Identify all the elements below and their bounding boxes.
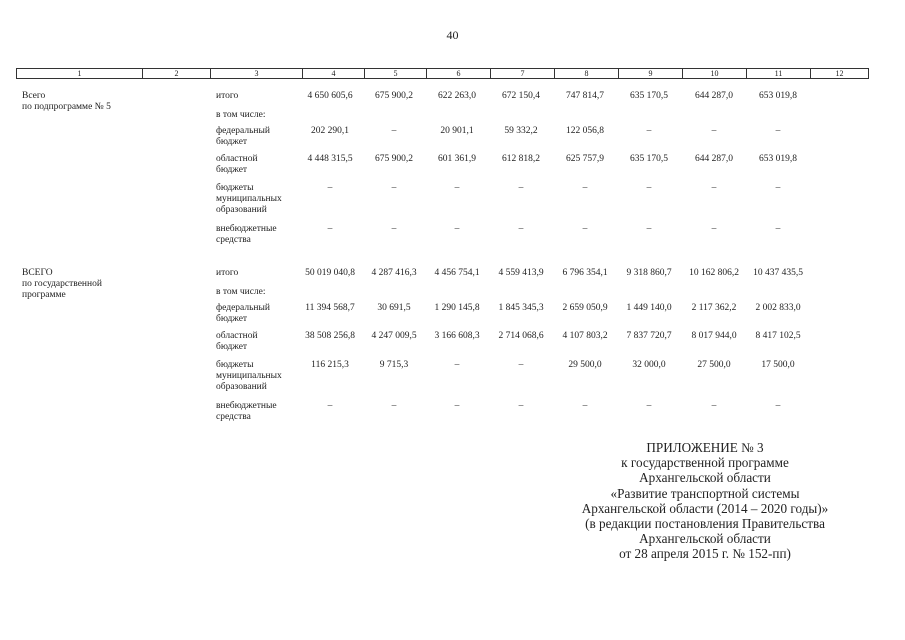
value-cell: 2 117 362,2 [691,303,737,313]
value-cell: 4 107 803,2 [562,331,608,341]
value-cell: 59 332,2 [504,126,538,136]
column-number-2: 2 [143,69,211,79]
column-number-12: 12 [811,69,869,79]
value-cell: 4 448 315,5 [307,154,353,164]
value-cell: 20 901,1 [440,126,474,136]
row-label: в том числе: [216,287,266,297]
value-cell: 27 500,0 [697,360,731,370]
value-cell: – [454,360,460,370]
value-cell: 38 508 256,8 [305,331,355,341]
value-cell: 116 215,3 [311,360,349,370]
row-label: внебюджетные средства [216,401,277,422]
appendix-line: от 28 апреля 2015 г. № 152-пп) [619,546,791,562]
value-cell: 7 837 720,7 [626,331,672,341]
row-label: внебюджетные средства [216,224,277,245]
value-cell: 1 449 140,0 [626,303,672,313]
value-cell: 675 900,2 [375,154,413,164]
value-cell: – [391,401,397,411]
value-cell: – [711,401,717,411]
page-number: 40 [446,28,459,42]
value-cell: 4 247 009,5 [371,331,417,341]
value-cell: 2 714 068,6 [498,331,544,341]
value-cell: 2 659 050,9 [562,303,608,313]
value-cell: 9 318 860,7 [626,268,672,278]
column-number-1: 1 [17,69,143,79]
value-cell: – [582,401,588,411]
value-cell: – [327,224,333,234]
value-cell: 8 417 102,5 [755,331,801,341]
row-label: итого [216,91,239,101]
value-cell: 30 691,5 [377,303,411,313]
value-cell: 17 500,0 [761,360,795,370]
appendix-line: «Развитие транспортной системы [610,485,800,501]
column-number-11: 11 [747,69,811,79]
column-number-10: 10 [683,69,747,79]
column-number-7: 7 [491,69,555,79]
value-cell: – [775,224,781,234]
value-cell: 2 002 833,0 [755,303,801,313]
value-cell: – [775,126,781,136]
value-cell: 50 019 040,8 [305,268,355,278]
row-label: областной бюджет [216,331,258,352]
row-label: федеральный бюджет [216,303,270,324]
value-cell: 8 017 944,0 [691,331,737,341]
section-title: Всего по подпрограмме № 5 [22,91,111,112]
value-cell: 4 456 754,1 [434,268,480,278]
value-cell: 625 757,9 [566,154,604,164]
column-number-3: 3 [211,69,303,79]
value-cell: 601 361,9 [438,154,476,164]
value-cell: 4 559 413,9 [498,268,544,278]
value-cell: 9 715,3 [379,360,409,370]
value-cell: – [775,401,781,411]
appendix-line: к государственной программе [621,455,789,471]
appendix-line: (в редакции постановления Правительства [585,516,825,532]
value-cell: 4 650 605,6 [307,91,353,101]
section-title: ВСЕГО по государственной программе [22,268,102,300]
value-cell: – [775,183,781,193]
value-cell: – [327,183,333,193]
value-cell: – [711,224,717,234]
value-cell: – [711,183,717,193]
row-label: в том числе: [216,110,266,120]
value-cell: 747 814,7 [566,91,604,101]
row-label: федеральный бюджет [216,126,270,147]
value-cell: – [646,126,652,136]
value-cell: 653 019,8 [759,91,797,101]
value-cell: 10 437 435,5 [753,268,803,278]
value-cell: 29 500,0 [568,360,602,370]
value-cell: 3 166 608,3 [434,331,480,341]
value-cell: 4 287 416,3 [371,268,417,278]
value-cell: 635 170,5 [630,91,668,101]
value-cell: 1 845 345,3 [498,303,544,313]
column-number-9: 9 [619,69,683,79]
value-cell: – [646,401,652,411]
value-cell: 1 290 145,8 [434,303,480,313]
appendix-line: Архангельской области [639,470,771,486]
value-cell: – [646,224,652,234]
value-cell: – [582,224,588,234]
appendix-line: Архангельской области [639,531,771,547]
column-number-8: 8 [555,69,619,79]
value-cell: – [391,126,397,136]
column-number-6: 6 [427,69,491,79]
column-number-header [16,68,869,79]
row-label: бюджеты муниципальных образований [216,183,282,215]
value-cell: – [646,183,652,193]
value-cell: – [518,183,524,193]
row-label: итого [216,268,239,278]
appendix-note [540,440,870,562]
value-cell: 672 150,4 [502,91,540,101]
value-cell: – [582,183,588,193]
value-cell: 11 394 568,7 [305,303,355,313]
value-cell: – [454,183,460,193]
value-cell: 653 019,8 [759,154,797,164]
value-cell: 32 000,0 [632,360,666,370]
value-cell: – [711,126,717,136]
value-cell: – [454,224,460,234]
value-cell: 202 290,1 [311,126,349,136]
value-cell: 10 162 806,2 [689,268,739,278]
value-cell: – [454,401,460,411]
value-cell: 635 170,5 [630,154,668,164]
appendix-line: ПРИЛОЖЕНИЕ № 3 [646,440,764,455]
value-cell: 644 287,0 [695,91,733,101]
value-cell: 612 818,2 [502,154,540,164]
value-cell: – [518,224,524,234]
column-number-4: 4 [303,69,365,79]
value-cell: – [391,224,397,234]
value-cell: – [391,183,397,193]
row-label: бюджеты муниципальных образований [216,360,282,392]
value-cell: 122 056,8 [566,126,604,136]
value-cell: 622 263,0 [438,91,476,101]
value-cell: 644 287,0 [695,154,733,164]
value-cell: – [327,401,333,411]
value-cell: 675 900,2 [375,91,413,101]
column-number-5: 5 [365,69,427,79]
value-cell: 6 796 354,1 [562,268,608,278]
value-cell: – [518,360,524,370]
appendix-line: Архангельской области (2014 – 2020 годы)» [581,500,829,516]
row-label: областной бюджет [216,154,258,175]
value-cell: – [518,401,524,411]
